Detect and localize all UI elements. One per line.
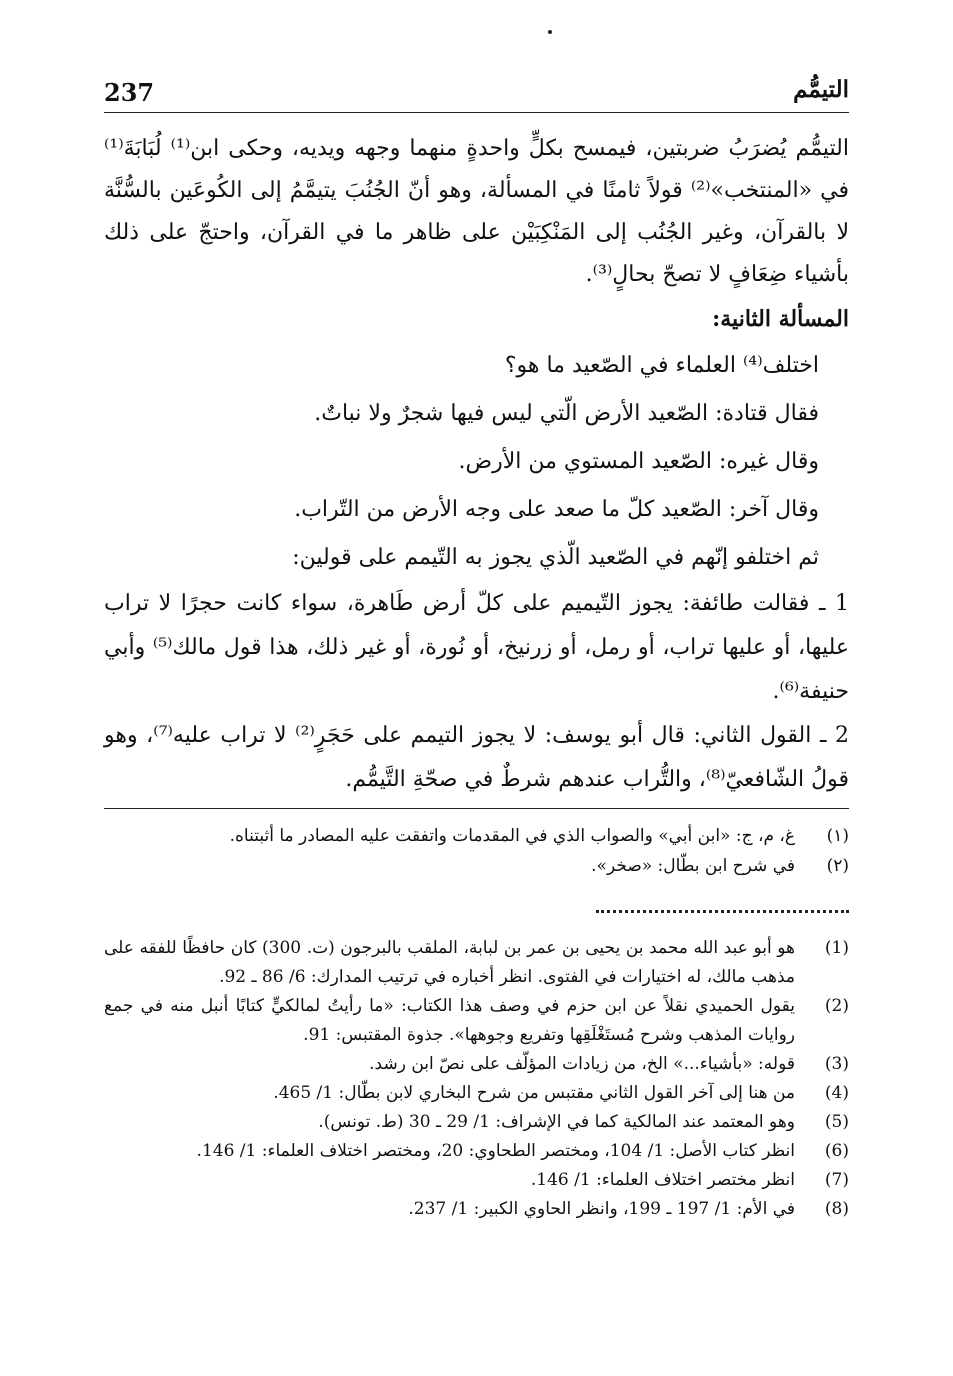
- footnote: [104, 821, 849, 851]
- footnote-number: (٢): [826, 856, 849, 876]
- line-4: وقال آخر: الصّعيد كلّ ما صعد على وجه الأرض من التّراب.: [294, 497, 819, 522]
- running-title: التيمُّم: [793, 76, 849, 103]
- footnote-text: هو أبو عبد الله محمد بن يحيى بن عمر بن لبابة، الملقب بالبرجون (ت. 300) كان حافظًا للفقه على مذهب مالك، له اختيارات في الفتوى. انظر أخباره في ترتيب المدارك: 6/ 86 ـ 92.: [104, 938, 795, 987]
- numbered-opinion-1: 1 ـ فقالت طائفة: يجوز التّيميم على كلّ أرض طَاهرة، سواء كانت حجرًا لا تراب عليها، أو عليها تراب، أو رمل، أو زرنيخ، أو نُورة، أو غير ذلك، هذا قول مالك⁽⁵⁾ وأبي حنيفة⁽⁶⁾.: [104, 591, 849, 704]
- dotted-separator: [596, 910, 849, 913]
- footnote-number: (١): [826, 826, 849, 846]
- footnote: [104, 992, 849, 1050]
- footnote-number: (2): [824, 996, 849, 1016]
- line-1: اختلف⁽⁴⁾ العلماء في الصّعيد ما هو؟: [504, 353, 819, 378]
- footnote-text: وهو المعتمد عند المالكية كما في الإشراف: 1/ 29 ـ 30 (ط. تونس).: [318, 1112, 795, 1132]
- section-heading: المسألة الثانية:: [712, 306, 849, 332]
- footnote: [104, 1137, 849, 1166]
- footnote-text: في الأم: 1/ 197 ـ 199، وانظر الحاوي الكبير: 1/ 237.: [408, 1199, 795, 1219]
- top-dot: [548, 30, 552, 34]
- footnote-number: (4): [824, 1083, 849, 1103]
- reference-footnotes: [104, 934, 849, 1224]
- line-3: وقال غيره: الصّعيد المستوي من الأرض.: [458, 449, 819, 474]
- page-number: 237: [104, 78, 155, 107]
- footnote: [104, 851, 849, 881]
- page-header: [104, 72, 849, 113]
- footnote-text: غ، م، ج: «ابن أبي» والصواب الذي في المقدمات واتفقت عليه المصادر ما أثبتناه.: [229, 826, 795, 846]
- footnote-number: (8): [824, 1199, 849, 1219]
- line-5: ثم اختلفو إنّهم في الصّعيد الّذي يجوز به التّيمم على قولين:: [292, 545, 819, 570]
- footnote-number: (6): [824, 1141, 849, 1161]
- footnote-text: من هنا إلى آخر القول الثاني مقتبس من شرح البخاري لابن بطّال: 1/ 465.: [273, 1083, 795, 1103]
- footnote-text: يقول الحميدي نقلاً عن ابن حزم في وصف هذا الكتاب: «ما رأيتُ لمالكيٍّ كتابًا أنبل منه في جمع روايات المذهب وشرح مُستَغْلَقِها وتفريع وجوهها». جذوة المقتبس: 91.: [104, 996, 795, 1045]
- footnote-number: (1): [824, 938, 849, 958]
- paragraph-1: التيمُّم يُضرَبُ ضربتين، فيمسح بكلٍّ واحدةٍ منهما وجهه ويديه، وحكى ابن⁽¹⁾ لُبَابَةَ⁽¹⁾ في «المنتخب»⁽²⁾ قولاً ثامنًا في المسألة، وهو أنّ الجُنُبَ يتيمَّمُ إلى الكُوعَين بالسُّنَّة لا بالقرآن، وغير الجُنُب إلى المَنْكِبَيْن على ظاهر ما في القرآن، واحتجّ على ذلك بأشياء ضِعَافٍ لا تصحّ بحالٍ⁽³⁾.: [104, 136, 850, 287]
- numbered-opinion-2: 2 ـ القول الثاني: قال أبو يوسف: لا يجوز التيمم على حَجَرٍ⁽²⁾ لا تراب عليه⁽⁷⁾، وهو قولُ الشّافعيّ⁽⁸⁾، والتُّراب عندهم شرطٌ في صحّةِ التَّيمُّم.: [104, 723, 849, 792]
- editor-footnotes: [104, 808, 849, 881]
- footnote: [104, 1108, 849, 1137]
- footnote-text: قوله: «بأشياء...» الخ، من زيادات المؤلّف على نصّ ابن رشد.: [369, 1054, 795, 1074]
- footnote: [104, 1050, 849, 1079]
- footnote: [104, 934, 849, 992]
- footnote-text: في شرح ابن بطّال: «صخر».: [591, 856, 795, 876]
- footnote-number: (7): [824, 1170, 849, 1190]
- line-2: فقال قتادة: الصّعيد الأرض الّتي ليس فيها شجرٌ ولا نباتٌ.: [314, 401, 819, 426]
- main-text: [104, 128, 849, 802]
- footnote-text: انظر كتاب الأصل: 1/ 104، ومختصر الطحاوي: 20، ومختصر اختلاف العلماء: 1/ 146.: [196, 1141, 795, 1161]
- footnote: [104, 1195, 849, 1224]
- footnote-number: (3): [824, 1054, 849, 1074]
- footnote: [104, 1079, 849, 1108]
- footnote: [104, 1166, 849, 1195]
- footnote-number: (5): [824, 1112, 849, 1132]
- footnote-text: انظر مختصر اختلاف العلماء: 1/ 146.: [530, 1170, 795, 1190]
